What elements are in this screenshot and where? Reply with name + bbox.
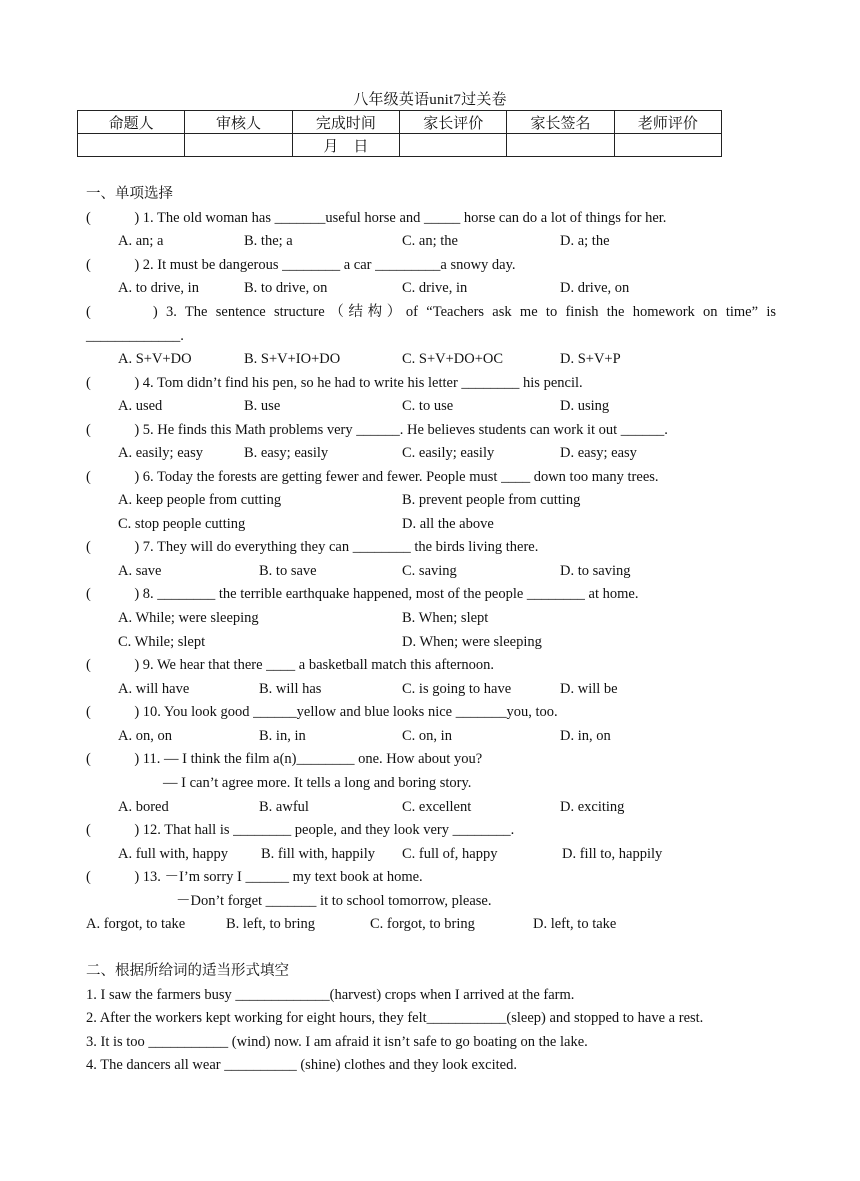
- option: D. left, to take: [533, 916, 617, 932]
- option: D. fill to, happily: [562, 846, 663, 862]
- option: C. full of, happy: [402, 846, 498, 862]
- option: B. left, to bring: [226, 916, 316, 932]
- question-text: ( ) 3. The sentence structure（结构）of “Teachers ask me to finish the homework on time” is: [86, 304, 776, 320]
- option: A. on, on: [118, 728, 172, 744]
- option: A. will have: [118, 681, 190, 697]
- option: C. easily; easily: [402, 445, 495, 461]
- option: B. S+V+IO+DO: [244, 351, 341, 367]
- info-header-cell: 家长签名: [507, 111, 614, 134]
- info-table-header-row: [78, 111, 722, 134]
- option: C. to use: [402, 398, 454, 414]
- info-value-cell: [185, 134, 292, 157]
- option: B. awful: [259, 799, 309, 815]
- option: D. using: [560, 398, 610, 414]
- option: B. will has: [259, 681, 322, 697]
- option: C. forgot, to bring: [370, 916, 475, 932]
- question-text: ( ) 1. The old woman has _______useful horse and _____ horse can do a lot of things for her.: [86, 210, 667, 226]
- info-value-cell: [400, 134, 507, 157]
- fill-blank-item: 3. It is too ___________ (wind) now. I am afraid it isn’t safe to go boating on the lake.: [86, 1034, 588, 1050]
- option: A. an; a: [118, 233, 164, 249]
- info-header-cell: 老师评价: [614, 111, 721, 134]
- option: C. is going to have: [402, 681, 512, 697]
- question-text-continued: _____________.: [86, 328, 184, 344]
- option: D. in, on: [560, 728, 611, 744]
- option: A. bored: [118, 799, 169, 815]
- option: C. an; the: [402, 233, 458, 249]
- option: A. While; were sleeping: [118, 610, 259, 626]
- option: B. use: [244, 398, 281, 414]
- option: B. the; a: [244, 233, 293, 249]
- option: D. will be: [560, 681, 618, 697]
- option: A. to drive, in: [118, 280, 199, 296]
- page-title: 八年级英语unit7过关卷: [353, 92, 507, 108]
- option: A. forgot, to take: [86, 916, 186, 932]
- question-dialogue-line: －Don’t forget _______ it to school tomorrow, please.: [176, 893, 492, 909]
- question-dialogue-line: — I can’t agree more. It tells a long and boring story.: [163, 775, 472, 791]
- question-text: ( ) 10. You look good ______yellow and blue looks nice _______you, too.: [86, 704, 558, 720]
- question-text: ( ) 11. — I think the film a(n)________ one. How about you?: [86, 751, 483, 767]
- option: B. easy; easily: [244, 445, 329, 461]
- section-heading: 一、单项选择: [86, 186, 173, 202]
- info-value-cell: [507, 134, 614, 157]
- option: A. used: [118, 398, 163, 414]
- option: C. saving: [402, 563, 457, 579]
- question-text: ( ) 13. －I’m sorry I ______ my text book at home.: [86, 869, 423, 885]
- section-heading: 二、根据所给词的适当形式填空: [86, 963, 289, 979]
- option: B. prevent people from cutting: [402, 492, 581, 508]
- option: D. all the above: [402, 516, 494, 532]
- option: D. S+V+P: [560, 351, 621, 367]
- option: C. drive, in: [402, 280, 468, 296]
- option: A. full with, happy: [118, 846, 228, 862]
- info-value-cell: [614, 134, 721, 157]
- fill-blank-item: 1. I saw the farmers busy _____________(harvest) crops when I arrived at the farm.: [86, 987, 575, 1003]
- option: D. drive, on: [560, 280, 630, 296]
- option: D. to saving: [560, 563, 631, 579]
- fill-blank-item: 4. The dancers all wear __________ (shine) clothes and they look excited.: [86, 1057, 517, 1073]
- info-header-cell: 家长评价: [400, 111, 507, 134]
- question-text: ( ) 4. Tom didn’t find his pen, so he had to write his letter ________ his pencil.: [86, 375, 583, 391]
- option: B. to drive, on: [244, 280, 328, 296]
- option: A. S+V+DO: [118, 351, 192, 367]
- option: C. While; slept: [118, 634, 206, 650]
- question-text: ( ) 9. We hear that there ____ a basketball match this afternoon.: [86, 657, 495, 673]
- question-text: ( ) 5. He finds this Math problems very ______. He believes students can work it out ______.: [86, 422, 668, 438]
- option: C. stop people cutting: [118, 516, 246, 532]
- fill-blank-item: 2. After the workers kept working for eight hours, they felt___________(sleep) and stopped to have a rest.: [86, 1010, 704, 1026]
- info-table-value-row: [78, 134, 722, 157]
- option: D. exciting: [560, 799, 625, 815]
- option: B. When; slept: [402, 610, 489, 626]
- option: D. easy; easy: [560, 445, 637, 461]
- question-text: ( ) 8. ________ the terrible earthquake happened, most of the people ________ at home.: [86, 586, 639, 602]
- question-text: ( ) 12. That hall is ________ people, and they look very ________.: [86, 822, 515, 838]
- question-text: ( ) 6. Today the forests are getting fewer and fewer. People must ____ down too many trees.: [86, 469, 659, 485]
- info-header-cell: 完成时间: [292, 111, 399, 134]
- question-text: ( ) 7. They will do everything they can ________ the birds living there.: [86, 539, 539, 555]
- option: B. to save: [259, 563, 317, 579]
- info-value-cell: 月 日: [292, 134, 399, 157]
- option: B. fill with, happily: [261, 846, 375, 862]
- info-value-cell: [78, 134, 185, 157]
- option: D. a; the: [560, 233, 610, 249]
- option: D. When; were sleeping: [402, 634, 542, 650]
- option: A. easily; easy: [118, 445, 203, 461]
- option: B. in, in: [259, 728, 306, 744]
- option: C. excellent: [402, 799, 472, 815]
- info-header-cell: 审核人: [185, 111, 292, 134]
- option: C. on, in: [402, 728, 452, 744]
- option: A. save: [118, 563, 162, 579]
- option: C. S+V+DO+OC: [402, 351, 504, 367]
- info-header-cell: 命题人: [78, 111, 185, 134]
- info-table: [77, 110, 722, 157]
- question-text: ( ) 2. It must be dangerous ________ a car _________a snowy day.: [86, 257, 516, 273]
- option: A. keep people from cutting: [118, 492, 282, 508]
